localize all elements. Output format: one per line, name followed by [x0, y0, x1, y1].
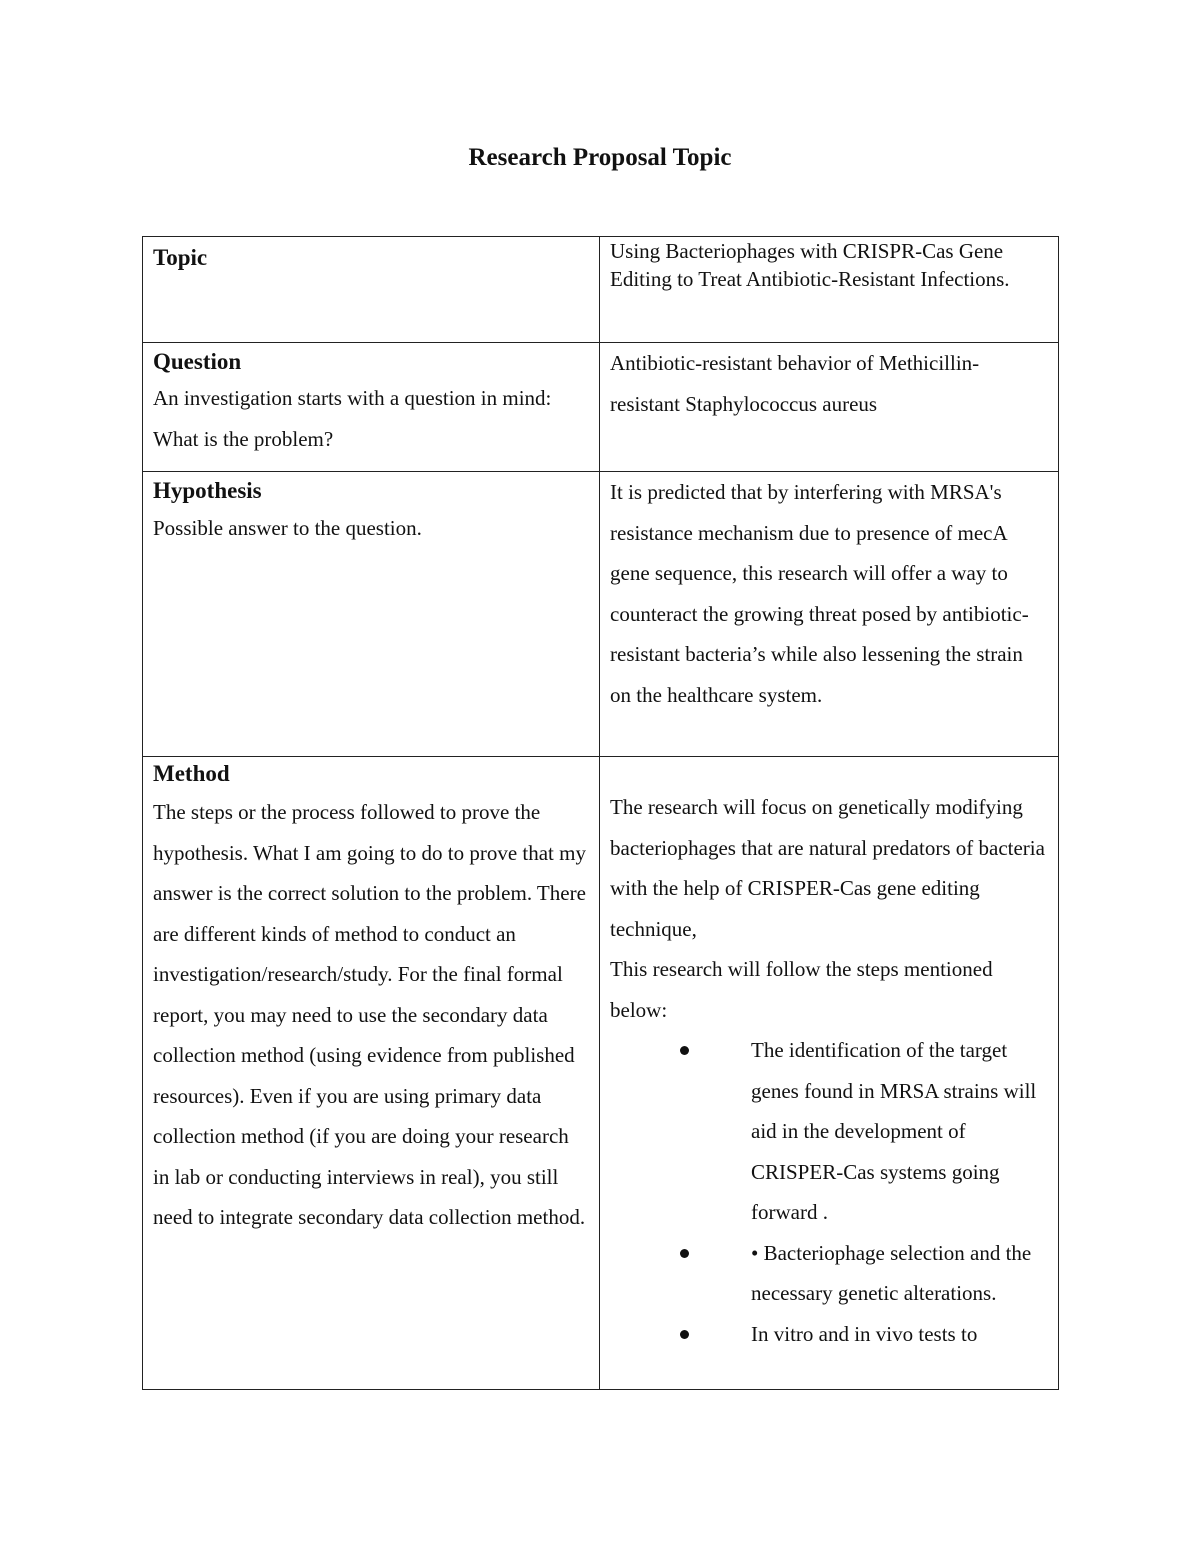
table-row-hypothesis: [143, 472, 1059, 757]
method-heading: Method: [153, 761, 230, 786]
question-heading: Question: [153, 349, 242, 374]
topic-value-cell: [600, 237, 1059, 343]
method-label-cell: [143, 757, 600, 1390]
method-step-text: The identification of the target genes found in MRSA strains will aid in the development of CRISPER-Cas systems going forward .: [751, 1038, 1037, 1224]
table-row-question: [143, 343, 1059, 472]
topic-value: Using Bacteriophages with CRISPR-Cas Gene Editing to Treat Antibiotic-Resistant Infections.: [610, 239, 1010, 291]
topic-heading: Topic: [153, 245, 208, 270]
list-item: [610, 1314, 1048, 1355]
topic-label-cell: [143, 237, 600, 343]
method-step-text: • Bacteriophage selection and the necessary genetic alterations.: [751, 1240, 1032, 1305]
list-item: [610, 1233, 1048, 1314]
question-value-cell: [600, 343, 1059, 472]
method-intro: The research will focus on genetically modifying bacteriophages that are natural predators of bacteria with the help of CRISPER-Cas gene editing technique,: [610, 795, 1045, 941]
question-label-cell: [143, 343, 600, 472]
bullet-icon: [680, 1249, 689, 1258]
proposal-table: [142, 236, 1059, 1390]
question-description: An investigation starts with a question in mind: What is the problem?: [153, 386, 552, 451]
method-steps-intro: This research will follow the steps mentioned below:: [610, 957, 993, 1022]
question-value: Antibiotic-resistant behavior of Methicillin-resistant Staphylococcus aureus: [610, 351, 980, 416]
hypothesis-value-cell: [600, 472, 1059, 757]
hypothesis-heading: Hypothesis: [153, 478, 262, 503]
hypothesis-value: It is predicted that by interfering with MRSA's resistance mechanism due to presence of mecA gene sequence, this research will offer a way to counteract the growing threat posed by antibiotic-resistant bacteria’s while also lessening the strain on the healthcare system.: [610, 480, 1029, 707]
list-item: [610, 1030, 1048, 1233]
method-description: The steps or the process followed to prove the hypothesis. What I am going to do to prove that my answer is the correct solution to the problem. There are different kinds of method to conduct an investigation/research/study. For the final formal report, you may need to use the secondary data collection method (using evidence from published resources). Even if you are using primary data collection method (if you are doing your research in lab or conducting interviews in real), you still need to integrate secondary data collection method.: [153, 800, 586, 1229]
method-value-cell: [600, 757, 1059, 1390]
method-steps-list: [610, 1030, 1048, 1354]
table-row-method: [143, 757, 1059, 1390]
hypothesis-description: Possible answer to the question.: [153, 516, 422, 540]
hypothesis-label-cell: [143, 472, 600, 757]
table-row-topic: [143, 237, 1059, 343]
page-title: Research Proposal Topic: [468, 144, 732, 171]
method-step-text: In vitro and in vivo tests to: [751, 1321, 978, 1346]
bullet-icon: [680, 1046, 689, 1055]
bullet-icon: [680, 1330, 689, 1339]
